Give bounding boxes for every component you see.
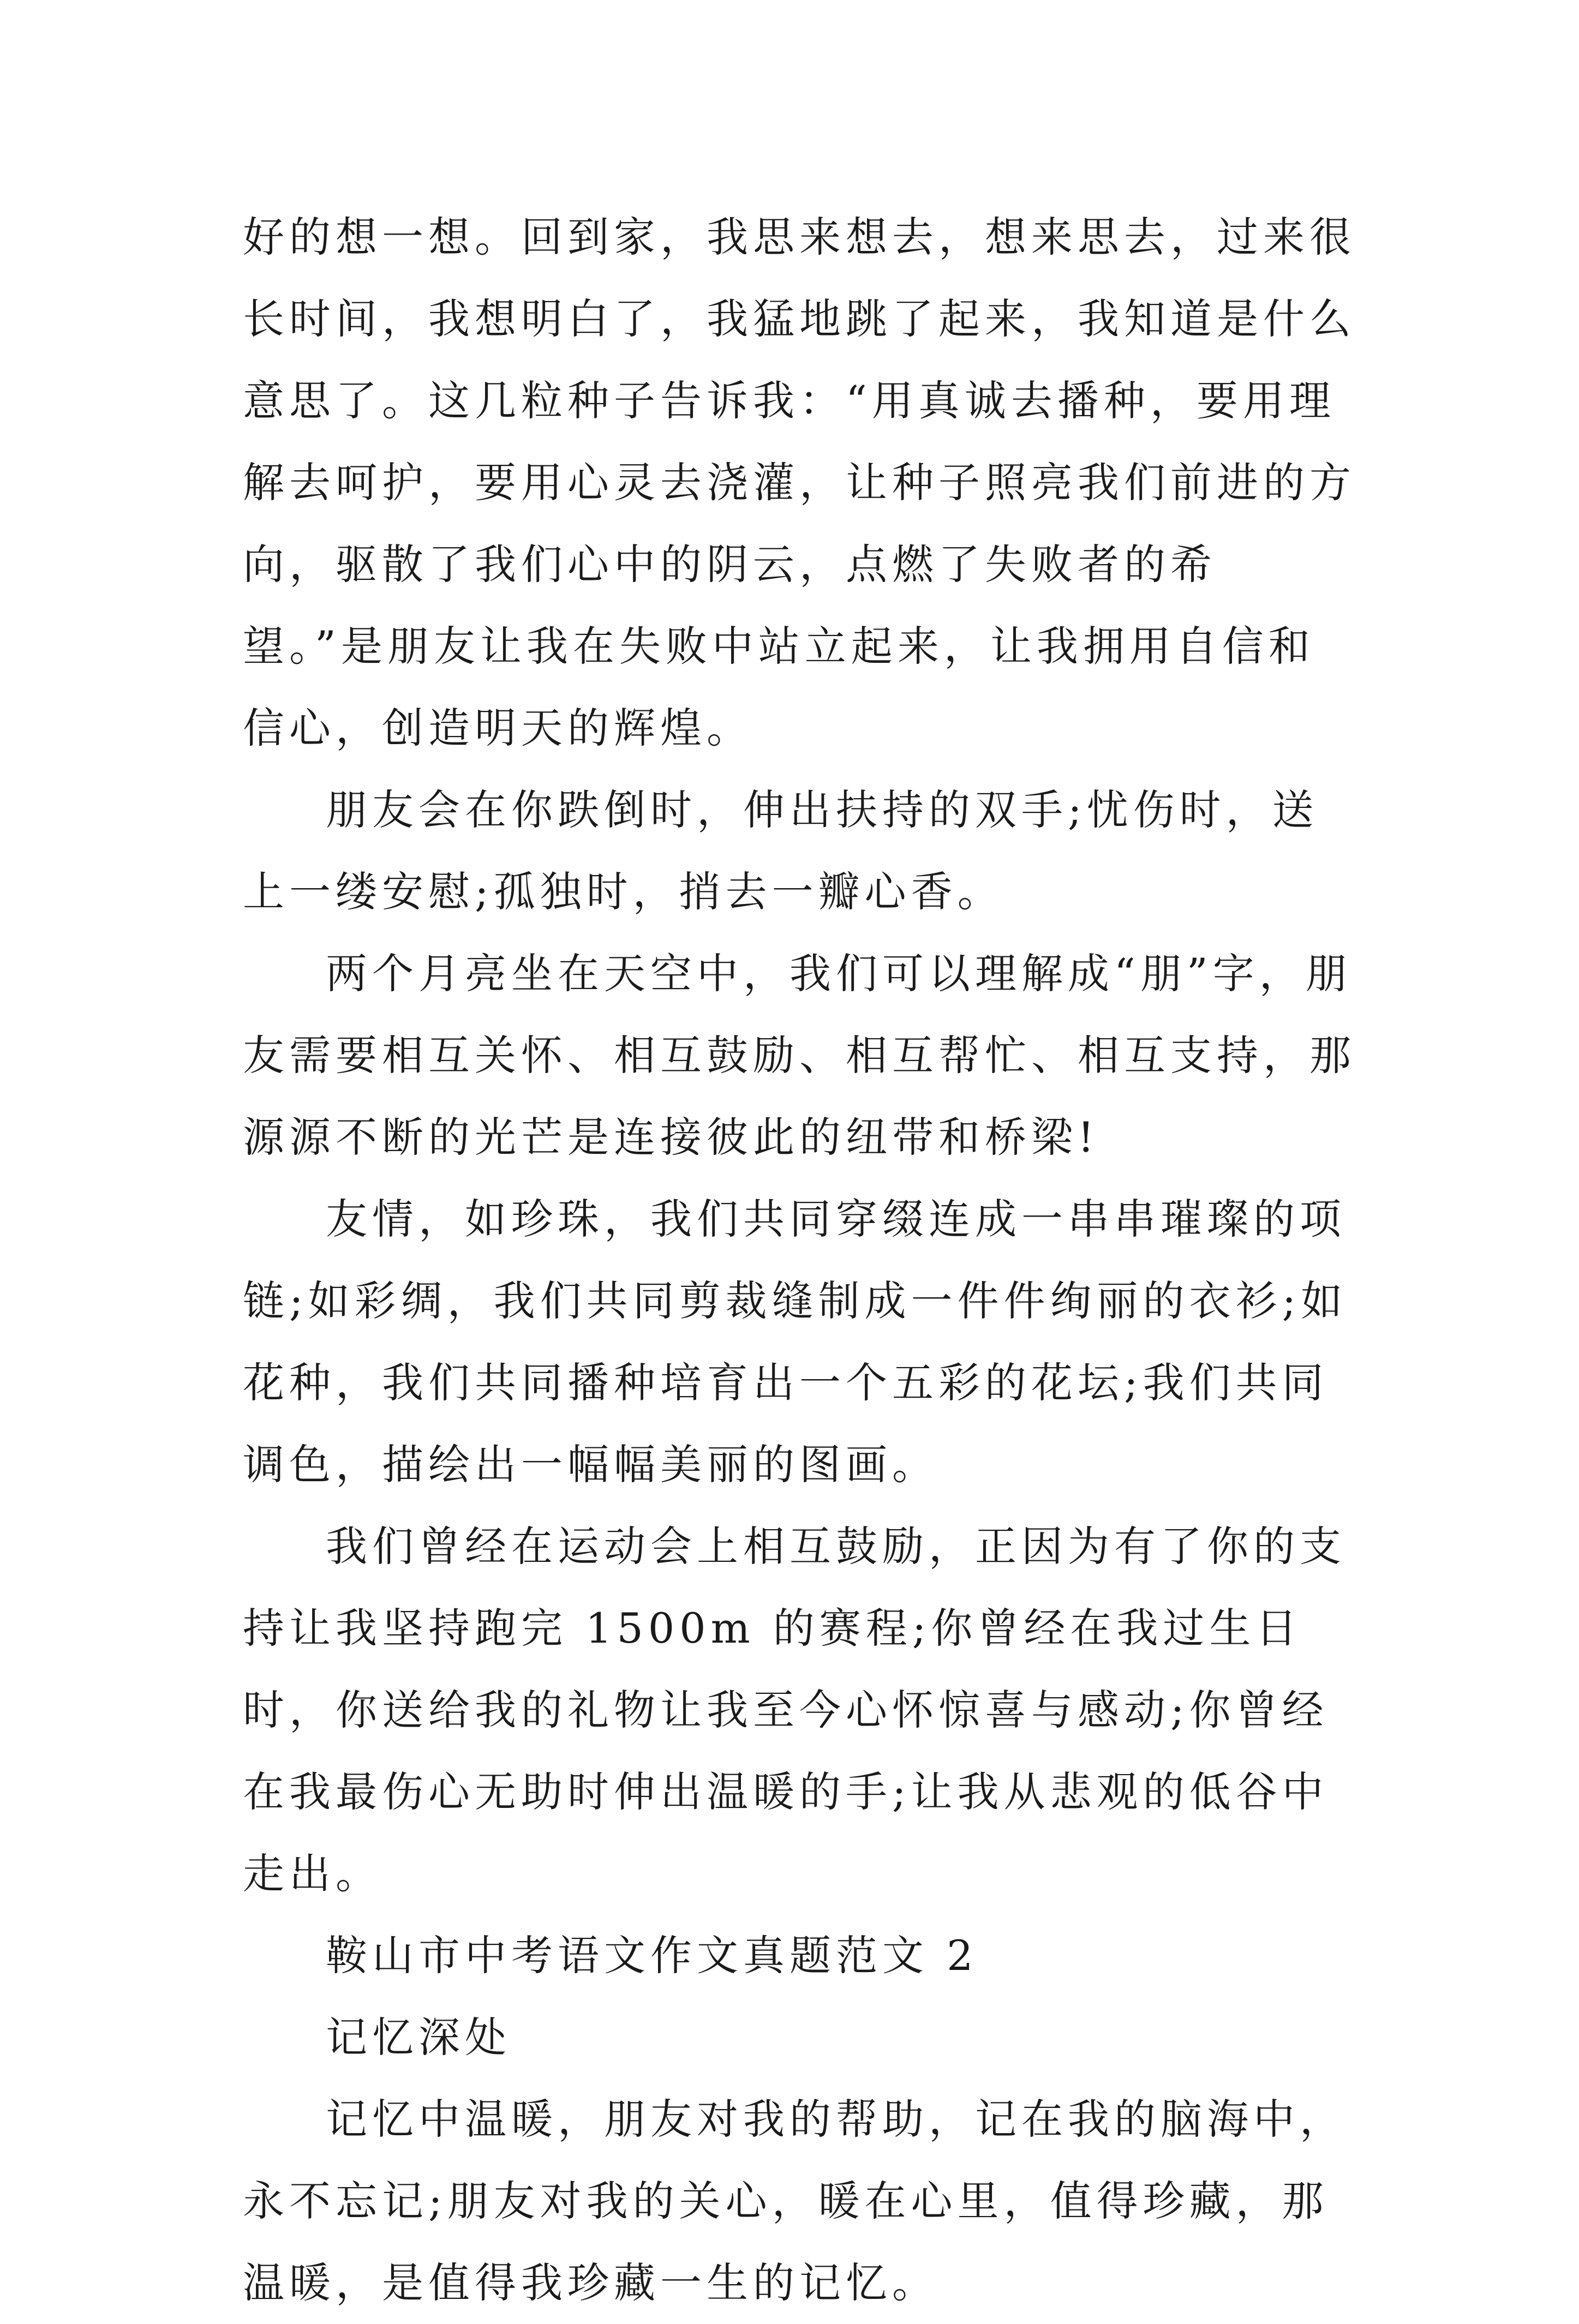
paragraph-continuation: 好的想一想。回到家，我思来想去，想来思去，过来很长时间，我想明白了，我猛地跳了起来，我知道是什么意思了。这几粒种子告诉我：“用真诚去播种，要用理解去呵护，要用心灵去浇灌，让种子照亮我们前进的方向，驱散了我们心中的阴云，点燃了失败者的希望。”是朋友让我在失败中站立起来，让我拥用自信和信心，创造明天的辉煌。 xyxy=(243,213,1356,752)
document-body xyxy=(243,196,1356,2324)
paragraph-two-moons: 两个月亮坐在天空中，我们可以理解成“朋”字，朋友需要相互关怀、相互鼓励、相互帮忙、相互支持，那源源不断的光芒是连接彼此的纽带和桥梁! xyxy=(243,949,1356,1161)
paragraph-friend-support: 朋友会在你跌倒时，伸出扶持的双手;忧伤时，送上一缕安慰;孤独时，捎去一瓣心香。 xyxy=(243,786,1319,916)
essay-title: 记忆深处 xyxy=(326,2013,511,2062)
essay-heading: 鞍山市中考语文作文真题范文 2 xyxy=(326,1931,978,1980)
paragraph-memory-warmth: 记忆中温暖，朋友对我的帮助，记在我的脑海中，永不忘记;朋友对我的关心，暖在心里，值得珍藏，那温暖，是值得我珍藏一生的记忆。 xyxy=(243,2095,1346,2307)
paragraph-sports-meet: 我们曾经在运动会上相互鼓励，正因为有了你的支持让我坚持跑完 1500m 的赛程;你曾经在我过生日时，你送给我的礼物让我至今心怀惊喜与感动;你曾经在我最伤心无助时伸出温暖的手;让我从悲观的低谷中走出。 xyxy=(243,1522,1346,1898)
paragraph-friendship-pearl: 友情，如珍珠，我们共同穿缀连成一串串璀璨的项链;如彩绸，我们共同剪裁缝制成一件件绚丽的衣衫;如花种，我们共同播种培育出一个五彩的花坛;我们共同调色，描绘出一幅幅美丽的图画。 xyxy=(243,1195,1348,1489)
